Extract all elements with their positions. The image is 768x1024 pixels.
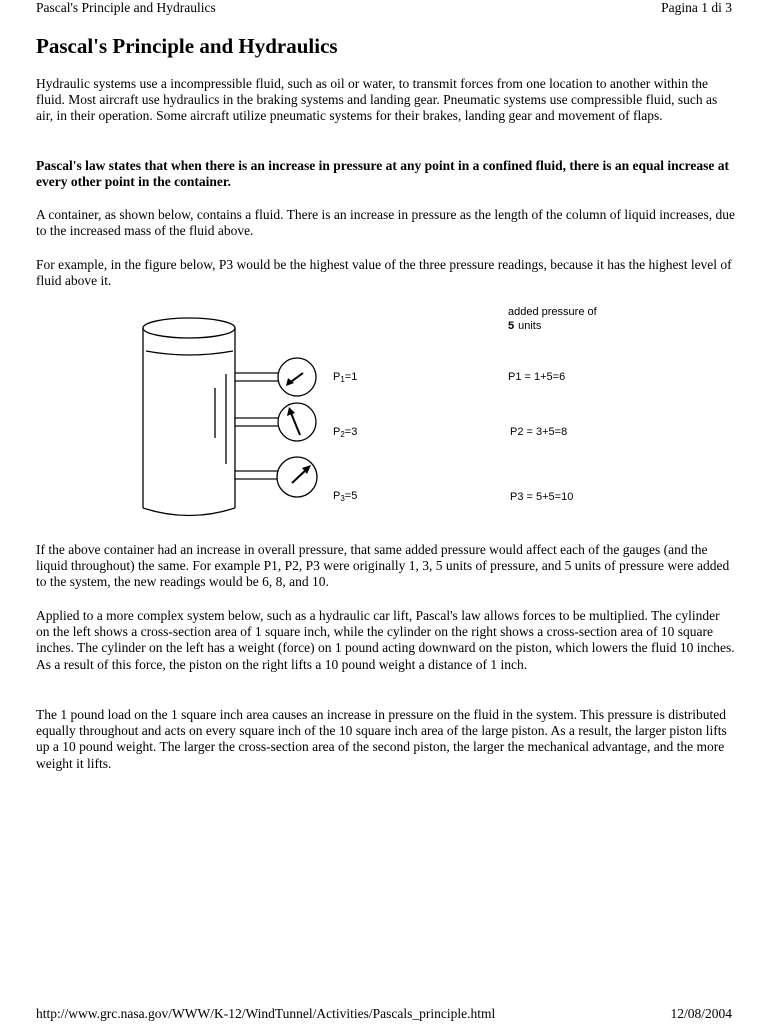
paragraph-example: For example, in the figure below, P3 would be the highest value of the three pressure readings, because it has the highest level of fluid above it. bbox=[36, 257, 732, 289]
footer-url: http://www.grc.nasa.gov/WWW/K-12/WindTunnel/Activities/Pascals_principle.html bbox=[36, 1006, 496, 1021]
page-title: Pascal's Principle and Hydraulics bbox=[36, 34, 338, 58]
figure-svg bbox=[136, 298, 616, 520]
fluid-container bbox=[143, 318, 235, 516]
gauge-label-p2: P2=3 bbox=[333, 426, 358, 439]
page-header-title: Pascal's Principle and Hydraulics bbox=[36, 0, 216, 15]
paragraph-car-lift: Applied to a more complex system below, such as a hydraulic car lift, Pascal's law allows forces to be multiplied. The cylinder on the left shows a cross-section area of 1 square inch, while the cylinder on the right shows a cross-section area of 10 square inches. The cylinder on the left has a weight (force) on 1 pound acting downward on the piston, which lowers the fluid 10 inches. As a result of this force, the piston on the right lifts a 10 pound weight a distance of 1 inch. bbox=[36, 608, 735, 672]
gauge-label-p3: P3=5 bbox=[333, 490, 358, 503]
gauge-label-p1: P1=1 bbox=[333, 371, 358, 384]
paragraph-intro: Hydraulic systems use a incompressible fluid, such as oil or water, to transmit forces from one location to another within the fluid. Most aircraft use hydraulics in the braking systems and landing gear. Pneumatic systems use compressible fluid, such as air, in their operation. Some aircraft utilize pneumatic systems for their brakes, landing gear and movement of flaps. bbox=[36, 76, 718, 124]
added-pressure-units: 5 units bbox=[508, 320, 542, 332]
paragraph-added-pressure: If the above container had an increase in overall pressure, that same added pressure would affect each of the gauges (and the liquid throughout) the same. For example P1, P2, P3 were originally 1, 3, 5 units of pressure, and 5 units of pressure were added to the system, the new readings would be 6, 8, and 10. bbox=[36, 542, 730, 590]
paragraph-pascal-law: Pascal's law states that when there is an increase in pressure at any point in a confined fluid, there is an equal increase at every other point in the container. bbox=[36, 158, 730, 190]
paragraph-mechanical-advantage: The 1 pound load on the 1 square inch area causes an increase in pressure on the fluid in the system. This pressure is distributed equally throughout and acts on every square inch of the 10 square inch area of the large piston. As a result, the larger piston lifts up a 10 pound weight. The larger the cross-section area of the second piston, the larger the mechanical advantage, and the more weight it lifts. bbox=[36, 707, 727, 771]
gauge-p3 bbox=[235, 457, 317, 497]
gauge-p2 bbox=[235, 403, 316, 441]
new-reading-p2: P2 = 3+5=8 bbox=[510, 426, 568, 438]
footer-date: 12/08/2004 bbox=[670, 1006, 732, 1021]
new-reading-p3: P3 = 5+5=10 bbox=[510, 491, 574, 503]
page-number: Pagina 1 di 3 bbox=[661, 0, 732, 15]
added-pressure-label: added pressure of bbox=[508, 306, 597, 318]
pressure-gauge-figure bbox=[136, 298, 616, 520]
new-reading-p1: P1 = 1+5=6 bbox=[508, 371, 566, 383]
gauge-p1 bbox=[235, 358, 316, 396]
paragraph-container: A container, as shown below, contains a fluid. There is an increase in pressure as the length of the column of liquid increases, due to the increased mass of the fluid above. bbox=[36, 207, 736, 239]
